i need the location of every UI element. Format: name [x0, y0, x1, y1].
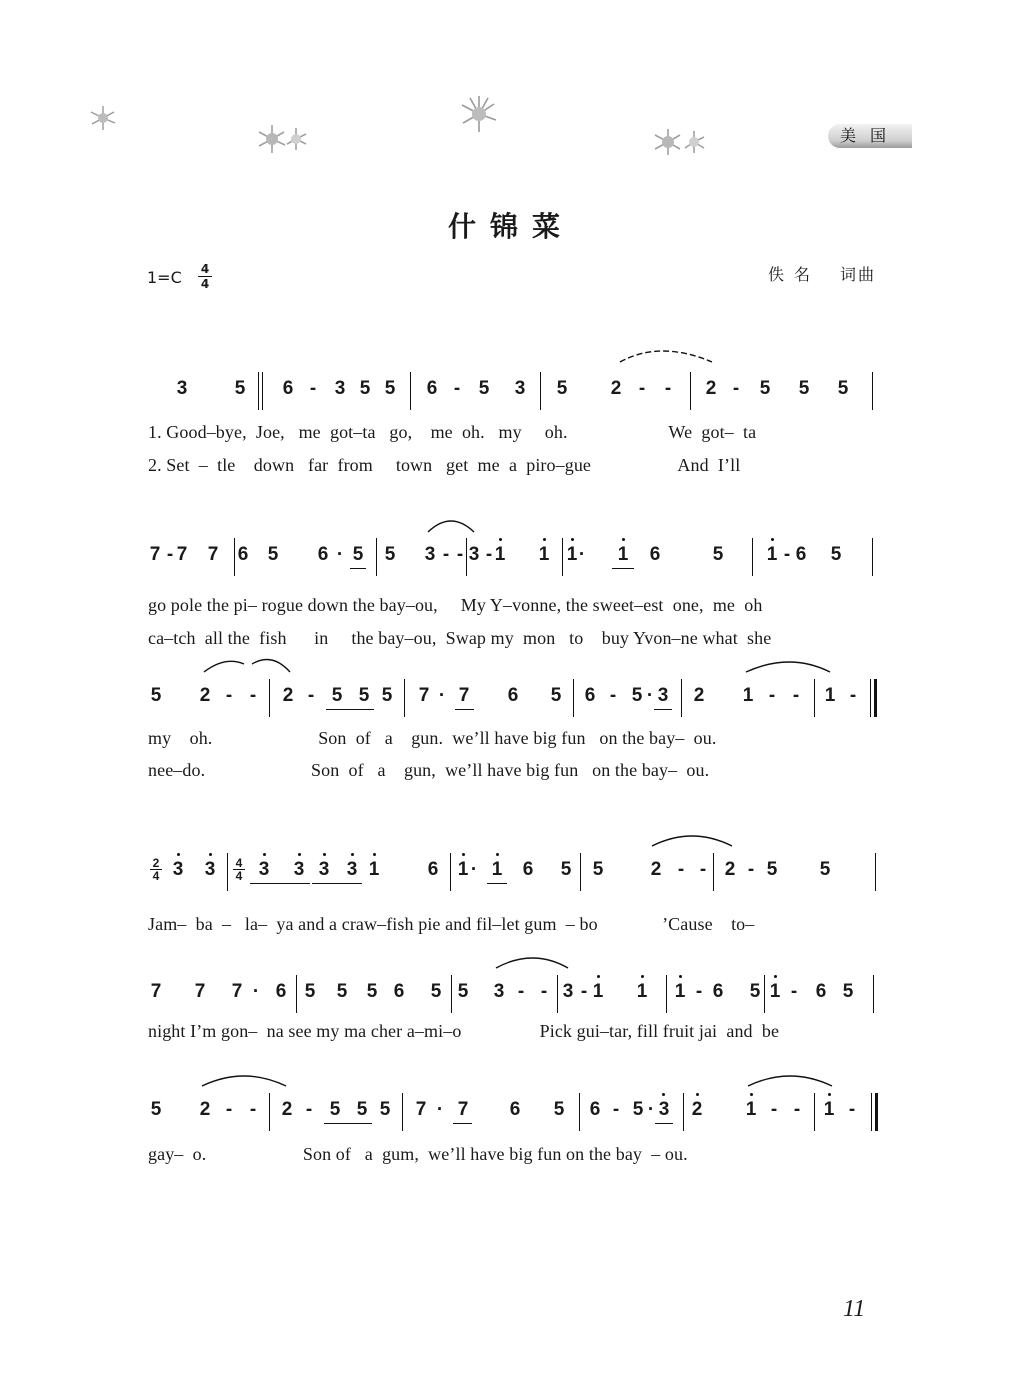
time-signature-denominator: 4: [198, 276, 212, 291]
note-token: 5: [356, 1099, 368, 1120]
note-token: 6: [584, 685, 596, 706]
note-token: 5: [631, 685, 643, 706]
note-token: 3: [657, 685, 669, 706]
note-token: 6: [795, 544, 807, 565]
note-token: 5: [366, 981, 378, 1002]
key-signature: 1=C: [147, 268, 182, 287]
note-token: 1: [368, 859, 380, 880]
lyric-line: go pole the pi– rogue down the bay–ou, My Y–vonne, the sweet–est one, me oh: [148, 595, 763, 615]
note-token: 1: [491, 859, 503, 880]
lyric-line: gay– o. Son of a gum, we’ll have big fun on the bay – ou.: [148, 1144, 688, 1164]
note-token: 2: [724, 859, 736, 880]
note-token: 2: [281, 1099, 293, 1120]
note-token: 1: [592, 981, 604, 1002]
note-token: -: [783, 544, 791, 565]
note-token: -: [453, 378, 461, 399]
note-token: 5: [766, 859, 778, 880]
note-token: 5: [150, 1099, 162, 1120]
note-token: 3: [334, 378, 346, 399]
note-token: 5: [550, 685, 562, 706]
note-token: 7: [207, 544, 219, 565]
note-token: 5: [304, 981, 316, 1002]
note-token: 5: [384, 378, 396, 399]
lyric-line: my oh. Son of a gun. we’ll have big fun on the bay– ou.: [148, 728, 717, 748]
tie-arc: [652, 836, 732, 846]
song-title: 什锦菜: [447, 210, 574, 243]
note-token: ·: [646, 685, 654, 706]
note-token: -: [612, 1099, 620, 1120]
note-token: 6: [509, 1099, 521, 1120]
note-token: -: [225, 685, 233, 706]
note-token: 5: [837, 378, 849, 399]
note-token: 1: [617, 544, 629, 565]
note-token: ·: [336, 544, 344, 565]
note-token: 2: [691, 1099, 703, 1120]
note-token: ·: [252, 981, 260, 1002]
note-token: ·: [470, 859, 478, 880]
note-token: 1: [823, 1099, 835, 1120]
note-token: 2: [705, 378, 717, 399]
note-token: 2: [199, 685, 211, 706]
note-token: 6: [237, 544, 249, 565]
note-token: 5: [632, 1099, 644, 1120]
note-token: 1: [769, 981, 781, 1002]
note-token: -: [225, 1099, 233, 1120]
note-token: 5: [352, 544, 364, 565]
note-token: 5: [150, 685, 162, 706]
note-token: -: [768, 685, 776, 706]
tie-arc: [428, 521, 474, 532]
note-token: 5: [556, 378, 568, 399]
note-token: 3: [318, 859, 330, 880]
tie-arc: [620, 351, 712, 362]
note-token: -: [309, 378, 317, 399]
note-token: 3: [176, 378, 188, 399]
note-token: 5: [830, 544, 842, 565]
note-token: -: [485, 544, 493, 565]
time-signature-numerator: 4: [200, 262, 210, 276]
note-token: 6: [522, 859, 534, 880]
note-token: -: [695, 981, 703, 1002]
note-token: -: [307, 685, 315, 706]
note-token: -: [848, 1099, 856, 1120]
note-token: 5: [379, 1099, 391, 1120]
note-token: 6: [282, 378, 294, 399]
note-token: 1: [636, 981, 648, 1002]
note-token: 5: [553, 1099, 565, 1120]
note-token: 3: [493, 981, 505, 1002]
tie-arc: [204, 661, 244, 672]
note-token: 3: [468, 544, 480, 565]
note-token: 2: [282, 685, 294, 706]
note-token: 5: [358, 685, 370, 706]
note-token: -: [747, 859, 755, 880]
lyric-line: 1. Good–bye, Joe, me got–ta go, me oh. my oh. We got– ta: [148, 422, 757, 442]
note-token: 1: [457, 859, 469, 880]
note-token: 5: [560, 859, 572, 880]
note-token: 7: [150, 981, 162, 1002]
note-token: 7: [457, 1099, 469, 1120]
note-token: 5: [798, 378, 810, 399]
note-token: -: [580, 981, 588, 1002]
note-token: 1: [745, 1099, 757, 1120]
note-token: 5: [384, 544, 396, 565]
tie-arc: [746, 662, 830, 672]
note-token: 5: [457, 981, 469, 1002]
tie-arc: [496, 958, 568, 968]
note-token: 3: [562, 981, 574, 1002]
note-token: -: [442, 544, 450, 565]
note-token: 7: [418, 685, 430, 706]
note-token: -: [790, 981, 798, 1002]
note-token: -: [456, 544, 464, 565]
note-token: -: [732, 378, 740, 399]
note-token: 6: [507, 685, 519, 706]
tie-arc: [202, 1076, 286, 1086]
note-token: 3: [172, 859, 184, 880]
note-token: 1: [494, 544, 506, 565]
note-token: 7: [194, 981, 206, 1002]
note-token: 5: [759, 378, 771, 399]
note-token: 7: [149, 544, 161, 565]
lyric-line: night I’m gon– na see my ma cher a–mi–o Pick gui–tar, fill fruit jai and be: [148, 1021, 780, 1041]
note-token: -: [249, 685, 257, 706]
note-token: 6: [649, 544, 661, 565]
note-token: 3: [346, 859, 358, 880]
lyric-line: Jam– ba – la– ya and a craw–fish pie and fil–let gum – bo ’Cause to–: [148, 914, 755, 934]
song-author-role: 词曲: [840, 265, 877, 284]
note-token: -: [638, 378, 646, 399]
note-token: 5: [478, 378, 490, 399]
note-token: 2: [693, 685, 705, 706]
note-token: 3: [258, 859, 270, 880]
note-token: 5: [712, 544, 724, 565]
note-token: 2: [650, 859, 662, 880]
note-token: 5: [749, 981, 761, 1002]
note-token: 7: [176, 544, 188, 565]
tie-arc: [252, 660, 290, 673]
note-token: 5: [329, 1099, 341, 1120]
note-token: 5: [336, 981, 348, 1002]
note-token: 3: [514, 378, 526, 399]
note-token: 1: [824, 685, 836, 706]
song-author: 佚名: [768, 265, 821, 284]
note-token: 3: [204, 859, 216, 880]
note-token: -: [517, 981, 525, 1002]
note-token: 1: [742, 685, 754, 706]
note-token: 7: [231, 981, 243, 1002]
note-token: 5: [359, 378, 371, 399]
note-token: 6: [815, 981, 827, 1002]
note-token: 2: [199, 1099, 211, 1120]
note-token: -: [792, 685, 800, 706]
note-token: 6: [427, 859, 439, 880]
note-token: -: [166, 544, 174, 565]
note-token: -: [664, 378, 672, 399]
note-token: 6: [712, 981, 724, 1002]
note-token: -: [677, 859, 685, 880]
note-token: 2: [610, 378, 622, 399]
note-token: -: [793, 1099, 801, 1120]
page-number: 11: [843, 1296, 866, 1322]
note-token: -: [305, 1099, 313, 1120]
note-token: -: [770, 1099, 778, 1120]
note-token: 1: [538, 544, 550, 565]
lyric-line: nee–do. Son of a gun, we’ll have big fun on the bay– ou.: [148, 760, 710, 780]
note-token: ·: [438, 685, 446, 706]
note-token: 1: [566, 544, 578, 565]
note-token: 6: [426, 378, 438, 399]
note-token: 7: [458, 685, 470, 706]
note-token: 5: [819, 859, 831, 880]
note-token: 5: [234, 378, 246, 399]
note-token: 5: [381, 685, 393, 706]
country-label: 美国: [828, 124, 912, 148]
note-token: 6: [393, 981, 405, 1002]
note-token: 1: [766, 544, 778, 565]
time-change-denominator: 4: [150, 869, 162, 882]
note-token: 6: [317, 544, 329, 565]
note-token: -: [699, 859, 707, 880]
note-token: 5: [267, 544, 279, 565]
note-token: 6: [275, 981, 287, 1002]
time-change-numerator: 2: [152, 856, 160, 870]
note-token: 3: [424, 544, 436, 565]
note-token: 3: [293, 859, 305, 880]
note-token: 5: [592, 859, 604, 880]
note-token: 5: [331, 685, 343, 706]
time-change-numerator: 4: [235, 856, 243, 870]
note-token: -: [849, 685, 857, 706]
note-token: 5: [430, 981, 442, 1002]
note-token: 3: [658, 1099, 670, 1120]
note-token: 6: [589, 1099, 601, 1120]
time-change-denominator: 4: [233, 869, 245, 882]
lyric-line: 2. Set – tle down far from town get me a piro–gue And I’ll: [148, 455, 741, 475]
note-token: ·: [436, 1099, 444, 1120]
note-token: -: [249, 1099, 257, 1120]
lyric-line: ca–tch all the fish in the bay–ou, Swap my mon to buy Yvon–ne what she: [148, 628, 772, 648]
note-token: 5: [842, 981, 854, 1002]
note-token: ·: [647, 1099, 655, 1120]
note-token: 7: [415, 1099, 427, 1120]
note-token: -: [540, 981, 548, 1002]
note-token: -: [609, 685, 617, 706]
note-token: ·: [578, 544, 586, 565]
tie-arc: [748, 1076, 832, 1086]
note-token: 1: [674, 981, 686, 1002]
